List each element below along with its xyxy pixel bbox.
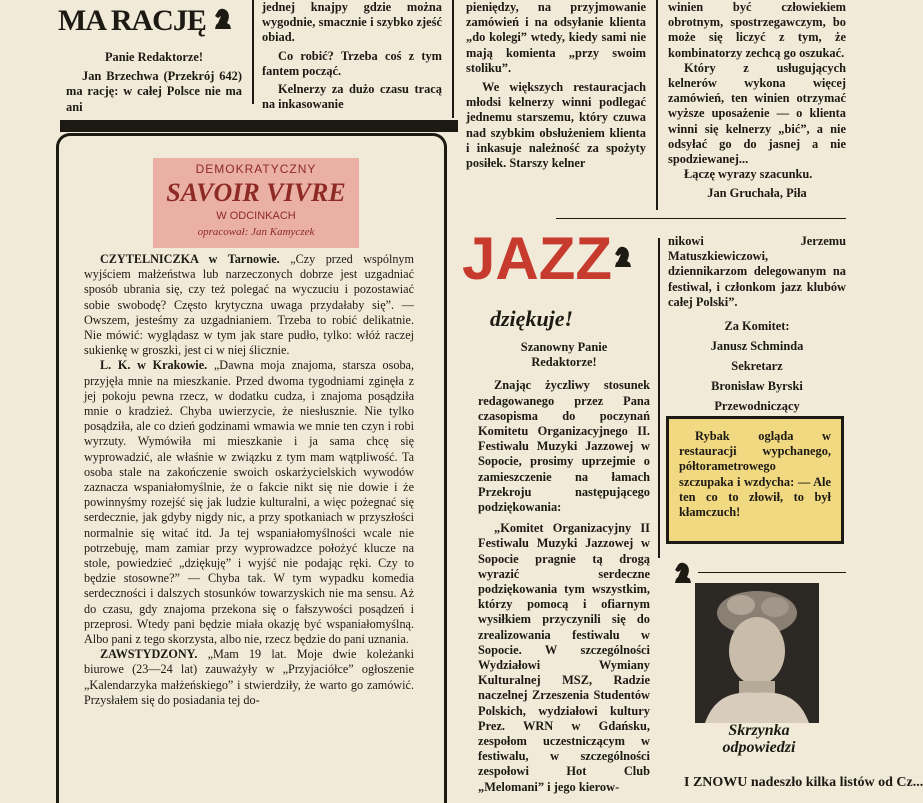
joke-box xyxy=(666,416,844,544)
paragraph: Który z usługujących kelnerów wykona więcej zamówień, ten winien otrzymać wyższe uposażenie — o klienta winni się kelnerzy „bić”, a nie odsyłać go do jasnej a nie spodziewanej... xyxy=(668,60,846,167)
jazz-col-2 xyxy=(668,234,846,416)
paragraph: Co robić? Trzeba coś z tym fantem począć. xyxy=(262,48,442,78)
logo-line: DEMOKRATYCZNY xyxy=(195,162,317,176)
skrzynka-text: I ZNOWU nadeszło kilka listów od Cz... xyxy=(684,775,923,790)
paragraph: nikowi Jerzemu Matuszkiewiczowi, dziennikarzom delegowanym na festiwal, i członkom jazz klubów całej Polski”. xyxy=(668,234,846,309)
knight-icon xyxy=(212,4,234,38)
paragraph: Znając życzliwy stosunek redagowanego przez Pana czasopisma do poczynań Komitetu Organizacyjnego II. Festiwalu Muzyki Jazzowej w Sopocie, prosimy uprzejmie o zamieszczenie na łamach Przekroju następującego podziękowania: xyxy=(478,378,650,515)
savoir-vivre-logo xyxy=(153,158,359,248)
portrait-photo xyxy=(695,583,819,723)
knight-icon xyxy=(612,244,634,273)
top-col-1 xyxy=(66,50,242,115)
entry: ZAWSTYDZONY. „Mam 19 lat. Moje dwie koleżanki biurowe (23—24 lat) zauważyły w „Przyjaciółce” ogłoszenie „Kalendarzyka małżeńskiego” i stwierdziły, że warto go zamówić. Przysłałem się do posiadania tej do- xyxy=(84,647,414,707)
top-col-3 xyxy=(466,0,646,171)
paragraph: We większych restauracjach młodsi kelnerzy winni podlegać jednemu starszemu, który czuwa nad szybkim obsłużeniem klienta i inkasuje należność za spożyty posiłek. Starszy kelner xyxy=(466,80,646,171)
salutation: Panie Redaktorze! xyxy=(104,50,204,64)
logo-title: SAVOIR VIVRE xyxy=(166,178,346,207)
jazz-signature: Za Komitet: Janusz Schminda Sekretarz Bronisław Byrski Przewodniczący xyxy=(710,319,804,414)
knight-icon xyxy=(672,560,694,589)
paragraph: jednej knajpy gdzie można wygodnie, smacznie i szybko zjeść obiad. xyxy=(262,0,442,45)
jazz-col-1 xyxy=(478,340,650,795)
savoir-vivre-text xyxy=(84,252,414,708)
logo-line: W ODCINKACH xyxy=(216,210,296,222)
jazz-heading: JAZZ xyxy=(462,225,612,292)
paragraph: pieniędzy, na przyjmowanie zamówień i na odsyłanie klienta „do kolegi” wtedy, kiedy sami nie mają komienta „przy swoim stoliku”. xyxy=(466,0,646,75)
paragraph: winien być człowiekiem obrotnym, spostrzegawczym, bo może się liczyć z tym, że kombinatorzy zechcą go oszukać. xyxy=(668,0,846,60)
logo-author: opracował: Jan Kamyczek xyxy=(197,226,315,238)
top-col-4 xyxy=(668,0,846,202)
paragraph: Kelnerzy za dużo czasu tracą na inkasowanie xyxy=(262,82,442,112)
joke-text: Rybak ogląda w restauracji wypchanego, półtorametrowego szczupaka i wzdycha: — Ale ten co to złowił, to był kłamczuch! xyxy=(679,429,831,520)
entry: L. K. w Krakowie. „Dawna moja znajoma, starsza osoba, przyjęła mnie na mieszkanie. Przed dwoma tygodniami zginęła z jej pokoju pewna rzecz, w dodatku cudza, i znajoma posądziła mnie o kradzież. Chyba uwierzycie, że niesłusznie. Nie tylko posądziła, ale co dzień godzinami wmawia we mnie ten czyn i robi wyrzuty. Wymówiła mi mieszkanie i ja sama chcę się wyprowadzić, ale właśnie w związku z tym mam wątpliwość. Ta osoba stale na zakończenie swoich oskarżycielskich wywodów zaznacza wspaniałomyślnie, że o fakcie nikt się nie dowie i że powinnyśmy rozejść się jak ludzie kulturalni, a więc pożegnać się serdecznie, jak gdyby nigdy nic, a przy spotkaniach w przyszłości normalnie się witać itd. Ja tej wspaniałomyślności wcale nie potrzebuję, mam zamiar przy wyprowadzce położyć klucze na stole, powiedzieć „dziękuję” i wyjść nie podając ręki. Czy to będzie stosowne?” — Chyba tak. W tym wypadku komedia serdeczności i dalszych stosunków towarzyskich nie ma sensu. Aż do czasu, gdy znajoma przekona się o fałszywości posądzeń i przeprosi. Wtedy pani będzie miała okazję być wspaniałomyślną. Albo pani z tego skorzysta, albo nie, rzecz będzie do pani uznania. xyxy=(84,358,414,647)
jazz-subheading: dziękuje! xyxy=(490,306,574,331)
paragraph: „Komitet Organizacyjny II Festiwalu Muzyki Jazzowej w Sopocie pragnie tą drogą wyrazić serdeczne podziękowania tym wszystkim, którzy pomocą i ofiarnym wysiłkiem przyczynili się do zrealizowania festiwalu w Sopocie. W szczególności Wydziałowi Wymiany Kulturalnej MSZ, Radzie naczelnej Zrzeszenia Studentów Polskich, wydziałowi kultury Prez. WRN w Gdańsku, zespołom uczestniczącym w festiwalu, w szczególności zespołowi Hot Club „Melomani” i jego kierow- xyxy=(478,521,650,794)
signature: Jan Gruchała, Piła xyxy=(707,186,807,201)
paragraph: Łączę wyrazy szacunku. xyxy=(684,167,813,182)
entry: CZYTELNICZKA w Tarnowie. „Czy przed wspólnym wyjściem małżeństwa lub narzeczonych dobrze jest uzgadniać sposób ubrania się, czy też polegać na wyczuciu i pozostawiać sobie swobodę? Często krytyczna uwaga przydałaby się”. — Owszem, jesteśmy za uzgadnianiem. Trzeba to robić delikatnie. Nie mówić: wyglądasz w tym jak stare pudło, tylko: włóż raczej sukienkę w groszki, jest ci w niej ślicznie. xyxy=(84,252,414,358)
salutation: Szanowny Panie Redaktorze! xyxy=(520,340,608,370)
top-col-2 xyxy=(262,0,442,112)
ma-racje-heading: MA RACJĘ xyxy=(58,4,234,38)
paragraph: Jan Brzechwa (Przekrój 642) ma rację: w całej Polsce nie ma ani xyxy=(66,69,242,114)
skrzynka-label: Skrzynka odpowiedzi xyxy=(722,722,796,756)
